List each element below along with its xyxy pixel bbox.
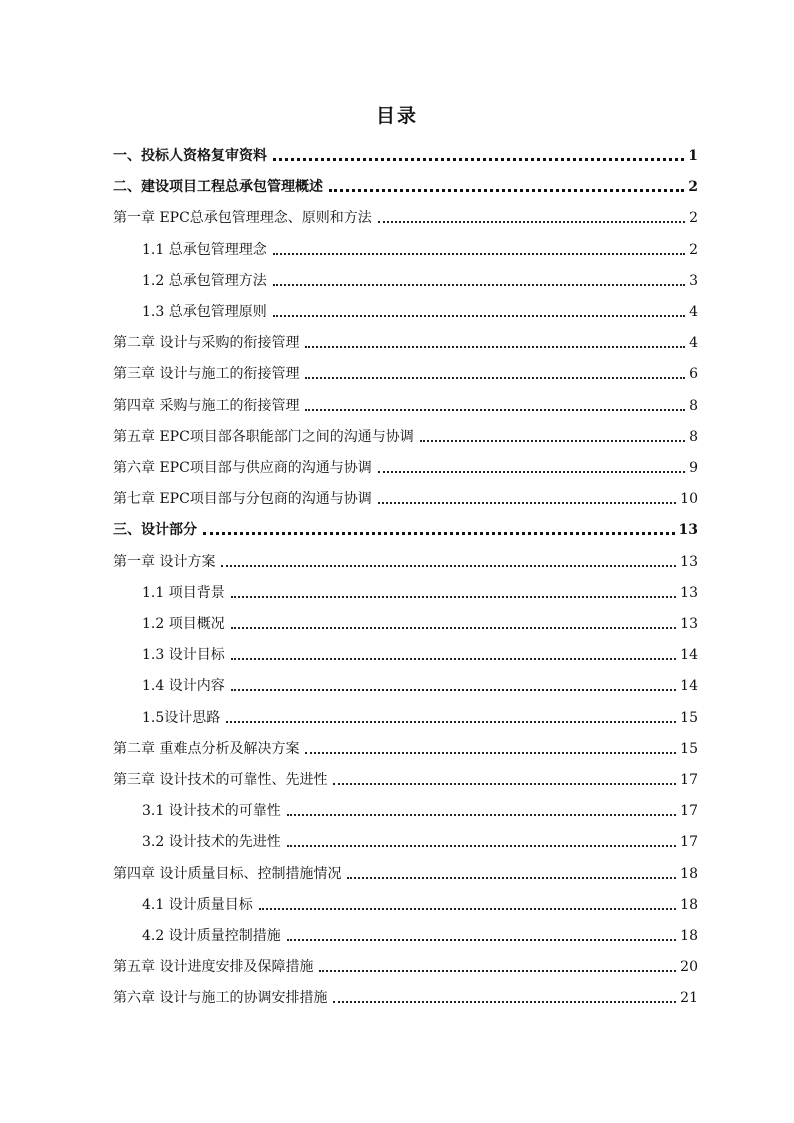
toc-dot-leader — [329, 189, 684, 192]
toc-page-number: 3 — [689, 272, 698, 289]
toc-entry-label: 第三章 设计技术的可靠性、先进性 — [113, 772, 328, 788]
toc-dot-leader — [287, 845, 676, 847]
toc-page-number: 4 — [689, 304, 698, 320]
toc-entry[interactable] — [142, 641, 698, 665]
toc-dot-leader — [221, 565, 676, 567]
toc-page-number: 2 — [689, 241, 698, 258]
toc-entry[interactable] — [142, 828, 698, 852]
toc-page-number: 13 — [680, 616, 698, 632]
toc-dot-leader — [305, 409, 685, 411]
toc-entry[interactable] — [142, 704, 698, 728]
toc-page-number: 18 — [680, 865, 698, 882]
toc-page-number: 2 — [689, 210, 698, 227]
toc-dot-leader — [231, 658, 676, 660]
toc-page-number: 13 — [680, 553, 698, 570]
toc-entry[interactable] — [113, 860, 698, 884]
toc-dot-leader — [378, 221, 685, 223]
toc-entry[interactable] — [113, 454, 698, 478]
toc-entry[interactable] — [142, 236, 698, 260]
toc-dot-leader — [273, 158, 684, 161]
toc-entry-label: 1.3 设计目标 — [142, 647, 225, 664]
toc-entry[interactable] — [142, 797, 698, 821]
toc-entry-label: 第一章 设计方案 — [113, 553, 216, 570]
toc-entry-label: 第六章 EPC项目部与供应商的沟通与协调 — [113, 460, 372, 476]
toc-dot-leader — [305, 346, 685, 348]
toc-dot-leader — [231, 596, 676, 598]
toc-page-number: 9 — [689, 460, 698, 476]
toc-dot-leader — [287, 814, 676, 816]
toc-entry-label: 3.2 设计技术的先进性 — [142, 834, 281, 851]
toc-dot-leader — [333, 1001, 676, 1003]
toc-entry[interactable] — [113, 485, 698, 509]
toc-entry[interactable] — [113, 953, 698, 977]
toc-entry[interactable] — [142, 672, 698, 696]
toc-entry-label: 第七章 EPC项目部与分包商的沟通与协调 — [113, 491, 372, 508]
toc-dot-leader — [231, 689, 676, 691]
toc-page-number: 6 — [689, 366, 698, 383]
toc-entry[interactable] — [113, 360, 698, 384]
toc-page-number: 4 — [689, 335, 698, 352]
toc-dot-leader — [333, 783, 676, 785]
toc-page-number: 18 — [680, 928, 698, 944]
toc-dot-leader — [305, 377, 685, 379]
toc-entry-label: 1.3 总承包管理原则 — [142, 304, 267, 320]
toc-entry-label: 第二章 重难点分析及解决方案 — [113, 740, 300, 757]
toc-entry[interactable] — [142, 298, 698, 322]
toc-entry-label: 1.1 总承包管理理念 — [142, 241, 267, 258]
toc-entry[interactable] — [113, 984, 698, 1008]
toc-page-number: 17 — [680, 803, 698, 820]
toc-page-number: 15 — [680, 709, 698, 726]
toc-entry-label: 三、设计部分 — [113, 522, 197, 539]
toc-entry[interactable] — [113, 142, 698, 166]
toc-entry-label: 第一章 EPC总承包管理理念、原则和方法 — [113, 210, 372, 227]
toc-entry[interactable] — [142, 267, 698, 291]
toc-entry-label: 第五章 设计进度安排及保障措施 — [113, 959, 314, 976]
toc-entry[interactable] — [113, 735, 698, 759]
toc-dot-leader — [203, 532, 675, 535]
toc-entry[interactable] — [142, 922, 698, 946]
toc-entry[interactable] — [142, 891, 698, 915]
toc-entry-label: 1.5设计思路 — [142, 709, 221, 726]
toc-dot-leader — [231, 627, 676, 629]
toc-page-number: 8 — [689, 397, 698, 414]
toc-page-number: 17 — [680, 834, 698, 851]
toc-entry[interactable] — [142, 610, 698, 634]
toc-page-number: 1 — [688, 148, 698, 164]
toc-entry-label: 二、建设项目工程总承包管理概述 — [113, 179, 323, 196]
toc-entry-label: 3.1 设计技术的可靠性 — [142, 803, 281, 820]
toc-dot-leader — [378, 471, 685, 473]
toc-dot-leader — [420, 440, 685, 442]
toc-page-number: 14 — [680, 678, 698, 695]
toc-dot-leader — [287, 939, 676, 941]
toc-entry-label: 1.2 总承包管理方法 — [142, 272, 267, 289]
toc-page-number: 18 — [680, 896, 698, 913]
toc-dot-leader — [273, 315, 685, 317]
toc-page-number: 21 — [680, 990, 698, 1007]
toc-page-number: 13 — [678, 522, 698, 539]
toc-entry[interactable] — [113, 516, 698, 540]
page-title: 目录 — [375, 105, 418, 127]
toc-dot-leader — [226, 721, 676, 723]
toc-entry[interactable] — [113, 329, 698, 353]
toc-page-number: 14 — [680, 647, 698, 664]
toc-page-number: 2 — [688, 179, 698, 196]
toc-entry-label: 第四章 采购与施工的衔接管理 — [113, 397, 300, 414]
toc-entry[interactable] — [113, 423, 698, 447]
toc-entry-label: 1.2 项目概况 — [142, 616, 225, 632]
toc-entry-label: 第四章 设计质量目标、控制措施情况 — [113, 865, 342, 882]
toc-page-number: 17 — [680, 772, 698, 788]
toc-entry-label: 第五章 EPC项目部各职能部门之间的沟通与协调 — [113, 428, 414, 445]
toc-dot-leader — [319, 970, 676, 972]
toc-page-number: 15 — [680, 740, 698, 757]
toc-page-number: 10 — [680, 491, 698, 508]
toc-page-number: 20 — [680, 959, 698, 976]
toc-entry[interactable] — [113, 392, 698, 416]
toc-entry-label: 第六章 设计与施工的协调安排措施 — [113, 990, 328, 1007]
toc-entry-label: 4.2 设计质量控制措施 — [142, 928, 281, 944]
toc-entry[interactable] — [142, 579, 698, 603]
toc-entry-label: 4.1 设计质量目标 — [142, 896, 253, 913]
toc-dot-leader — [378, 502, 676, 504]
toc-entry-label: 一、投标人资格复审资料 — [113, 148, 267, 164]
toc-entry-label: 第二章 设计与采购的衔接管理 — [113, 335, 300, 352]
toc-dot-leader — [273, 284, 685, 286]
toc-page-number: 13 — [680, 584, 698, 601]
toc-entry[interactable] — [113, 548, 698, 572]
toc-dot-leader — [273, 253, 685, 255]
toc-dot-leader — [305, 752, 676, 754]
toc-entry-label: 1.1 项目背景 — [142, 584, 225, 601]
toc-entry[interactable] — [113, 766, 698, 790]
toc-entry-label: 第三章 设计与施工的衔接管理 — [113, 366, 300, 383]
toc-entry-label: 1.4 设计内容 — [142, 678, 225, 695]
toc-dot-leader — [347, 877, 676, 879]
toc-entry[interactable] — [113, 204, 698, 228]
toc-page-number: 8 — [689, 428, 698, 445]
toc-dot-leader — [259, 908, 676, 910]
toc-entry[interactable] — [113, 173, 698, 197]
